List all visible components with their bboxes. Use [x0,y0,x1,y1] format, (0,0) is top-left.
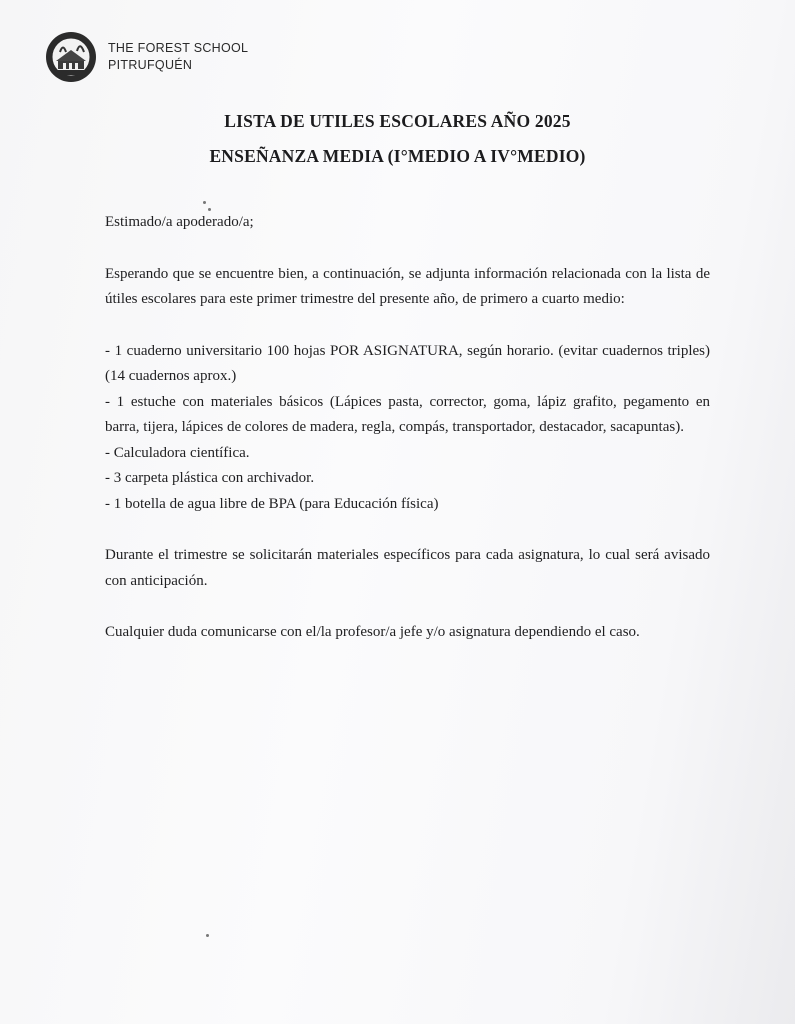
list-item: - Calculadora científica. [105,444,250,461]
contact-note: Cualquier duda comunicarse con el/la profesor/a jefe y/o asignatura dependiendo el caso. [105,624,640,640]
school-header [44,30,248,84]
school-name-line2: PITRUFQUÉN [108,58,193,72]
school-name [108,40,248,74]
school-name-line1: THE FOREST SCHOOL [108,41,249,55]
paper-speck [203,201,206,204]
list-item: - 1 estuche con materiales básicos (Lápices pasta, corrector, goma, lápiz grafito, pegamento en barra, tijera, lápices de colores de madera, regla, compás, transportador, destacador, sacapuntas). [105,393,710,435]
letter-body [105,210,710,646]
intro-paragraph: Esperando que se encuentre bien, a continuación, se adjunta información relacionada con la lista de útiles escolares para este primer trimestre del presente año, de primero a cuarto medio: [105,265,710,307]
document-title [0,104,795,174]
title-line1: LISTA DE UTILES ESCOLARES AÑO 2025 [224,111,571,131]
list-item: - 1 cuaderno universitario 100 hojas POR ASIGNATURA, según horario. (evitar cuadernos triples) (14 cuadernos aprox.) [105,342,710,384]
supplies-list [105,339,710,518]
materials-note: Durante el trimestre se solicitarán materiales específicos para cada asignatura, lo cual será avisado con anticipación. [105,547,710,589]
school-crest-icon [44,30,98,84]
paper-speck [206,934,209,937]
greeting: Estimado/a apoderado/a; [105,214,254,230]
title-line2: ENSEÑANZA MEDIA (I°MEDIO A IV°MEDIO) [209,146,586,166]
list-item: - 3 carpeta plástica con archivador. [105,470,315,486]
paper-speck [208,208,211,211]
list-item: - 1 botella de agua libre de BPA (para Educación física) [105,495,439,512]
